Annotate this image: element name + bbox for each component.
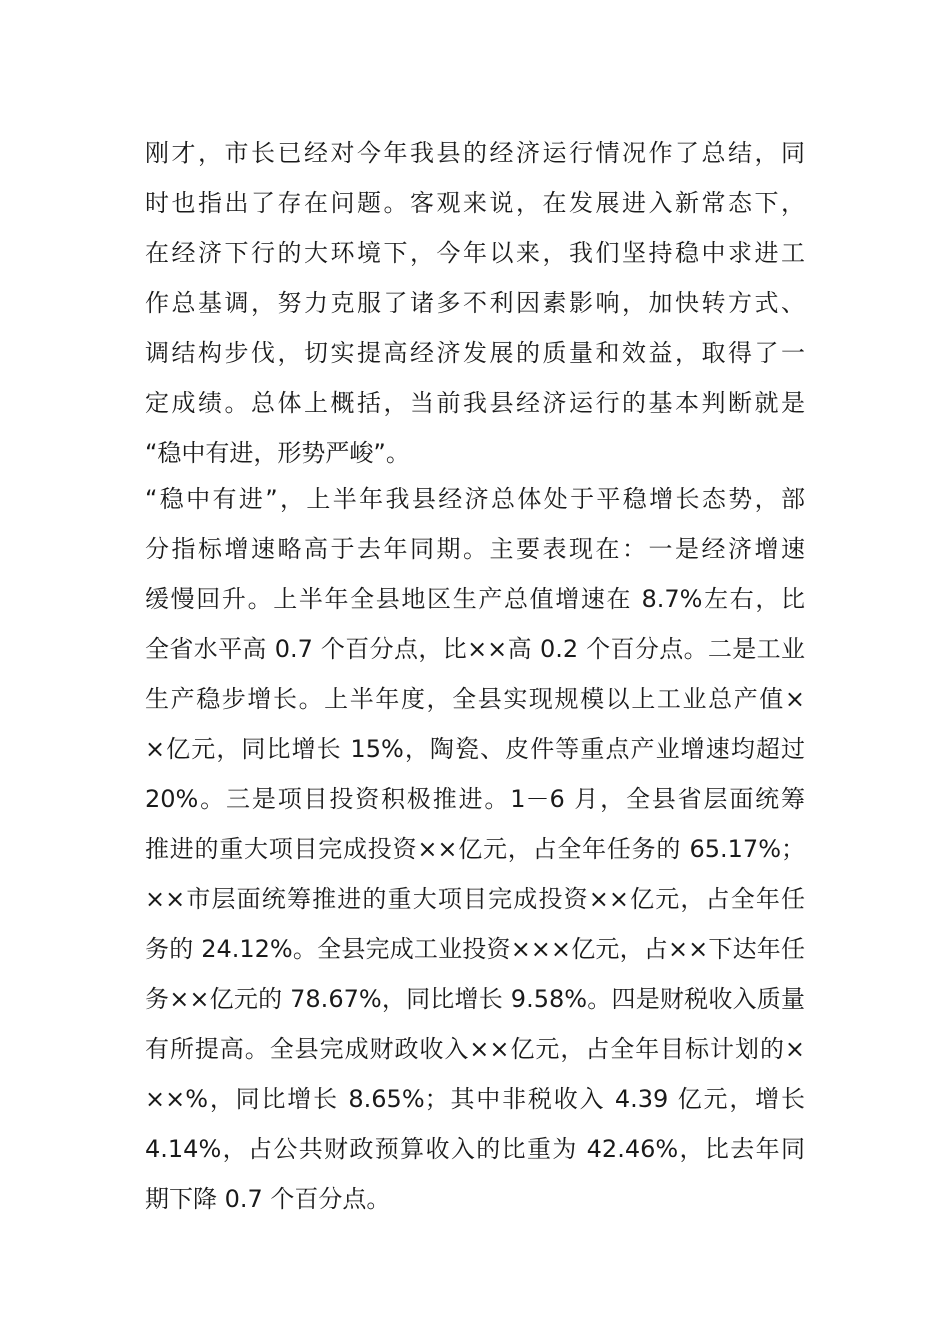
text-line: 调结构步伐，切实提高经济发展的质量和效益，取得了一	[145, 339, 805, 367]
text-line: 缓慢回升。上半年全县地区生产总值增速在 8.7%左右，比	[145, 585, 805, 613]
text-line: 4.14%，占公共财政预算收入的比重为 42.46%，比去年同	[145, 1135, 805, 1163]
text-line: 刚才，市长已经对今年我县的经济运行情况作了总结，同	[145, 139, 805, 167]
text-line: 期下降 0.7 个百分点。	[145, 1185, 391, 1213]
text-line: 推进的重大项目完成投资××亿元，占全年任务的 65.17%；	[145, 835, 805, 863]
text-line: 有所提高。全县完成财政收入××亿元，占全年目标计划的×	[145, 1035, 805, 1063]
text-line: 20%。三是项目投资积极推进。1－6 月，全县省层面统筹	[145, 785, 805, 813]
text-line: 务的 24.12%。全县完成工业投资×××亿元，占××下达年任	[145, 935, 805, 963]
text-line: ××市层面统筹推进的重大项目完成投资××亿元，占全年任	[145, 885, 805, 913]
text-line: “稳中有进”，上半年我县经济总体处于平稳增长态势，部	[145, 485, 805, 513]
text-line: 分指标增速略高于去年同期。主要表现在：一是经济增速	[145, 535, 805, 563]
text-line: 全省水平高 0.7 个百分点，比××高 0.2 个百分点。二是工业	[145, 635, 805, 663]
paragraph-2	[145, 474, 805, 1224]
text-line: 生产稳步增长。上半年度，全县实现规模以上工业总产值×	[145, 685, 805, 713]
text-line: 在经济下行的大环境下，今年以来，我们坚持稳中求进工	[145, 239, 805, 267]
text-line: 时也指出了存在问题。客观来说，在发展进入新常态下，	[145, 189, 805, 217]
text-line: 作总基调，努力克服了诸多不利因素影响，加快转方式、	[145, 289, 805, 317]
text-line: 定成绩。总体上概括，当前我县经济运行的基本判断就是	[145, 389, 805, 417]
text-line: “稳中有进，形势严峻”。	[145, 439, 410, 467]
text-line: ××%，同比增长 8.65%；其中非税收入 4.39 亿元，增长	[145, 1085, 805, 1113]
text-line: 务××亿元的 78.67%，同比增长 9.58%。四是财税收入质量	[145, 985, 805, 1013]
paragraph-1	[145, 128, 805, 478]
text-line: ×亿元，同比增长 15%，陶瓷、皮件等重点产业增速均超过	[145, 735, 805, 763]
